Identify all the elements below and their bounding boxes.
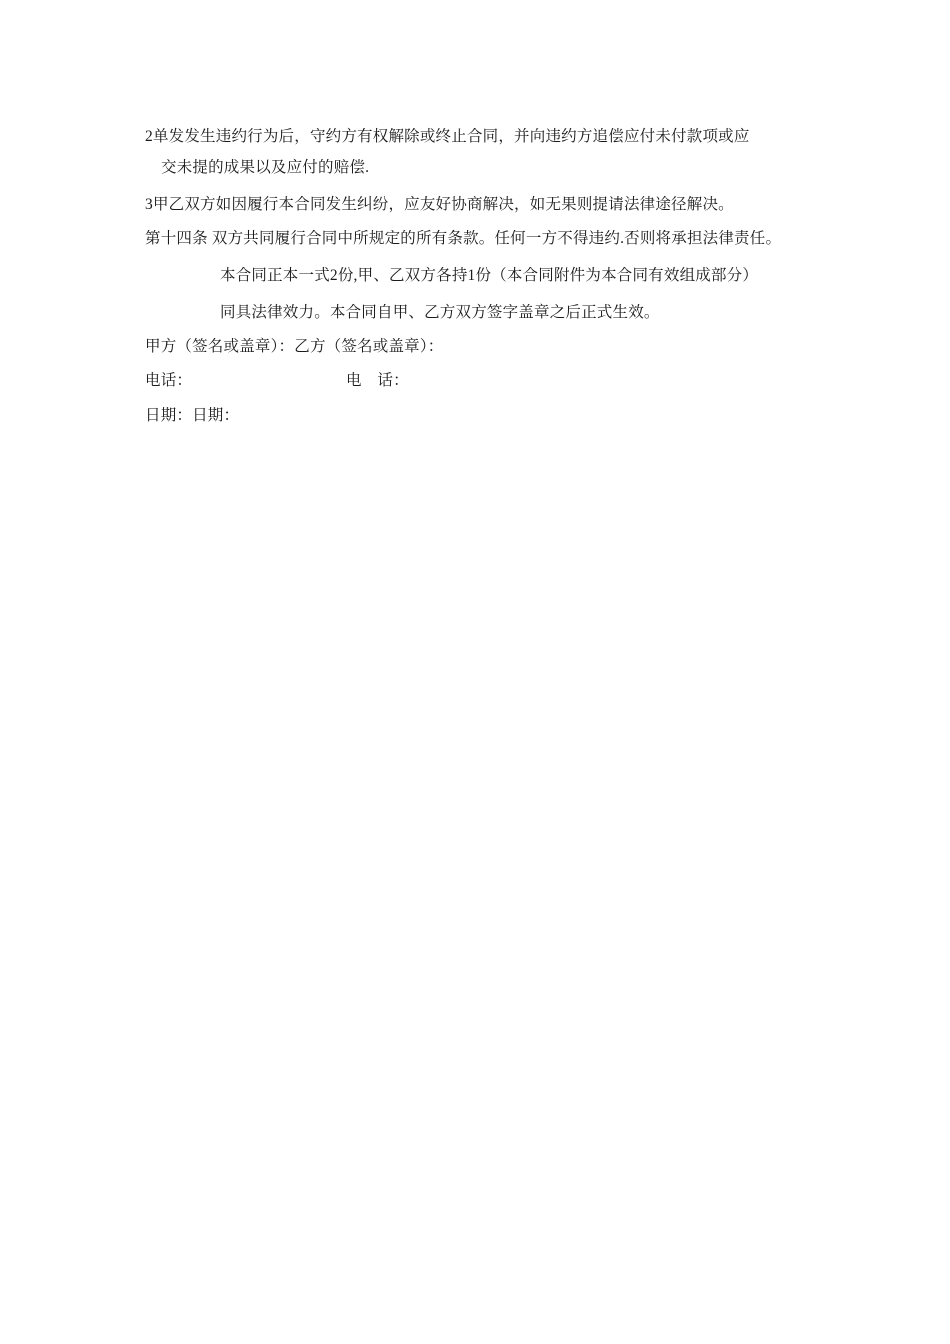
copies-text-line-1: 本合同正本一式2份,甲、乙双方各持1份（本合同附件为本合同有效组成部分） [220, 267, 759, 284]
copies-text-line-2: 同具法律效力。本合同自甲、乙方双方签字盖章之后正式生效。 [220, 304, 660, 321]
clause-2-text-line-2: 交未提的成果以及应付的赔偿. [161, 159, 370, 176]
signature-line: 甲方（签名或盖章）：乙方（签名或盖章）： [145, 338, 444, 355]
phone-label-party-a: 电话： [145, 372, 193, 389]
clause-3-text: 3甲乙双方如因履行本合同发生纠纷，应友好协商解决，如无果则提请法律途径解决。 [145, 196, 734, 213]
date-line: 日期：日期： [145, 407, 240, 424]
article-14-text: 第十四条 双方共同履行合同中所规定的所有条款。任何一方不得违约.否则将承担法律责任。 [145, 230, 782, 247]
phone-label-party-b: 电 话： [346, 372, 409, 389]
clause-2-text-line-1: 2单发发生违约行为后，守约方有权解除或终止合同，并向违约方追偿应付未付款项或应 [145, 128, 750, 145]
